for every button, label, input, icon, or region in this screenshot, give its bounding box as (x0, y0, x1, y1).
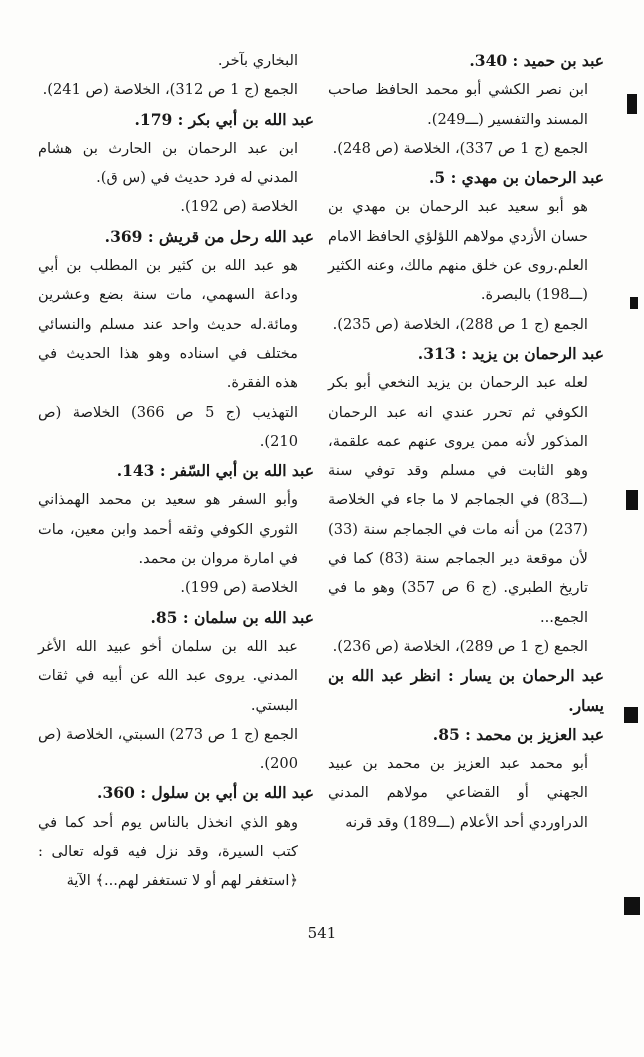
entry-body: ابن عبد الرحمان بن الحارث بن هشام المدني له فرد حديث في (س ق). (38, 139, 298, 187)
entry-reference: التهذيب (ج 5 ص 366) الخلاصة (ص 210). (38, 403, 298, 450)
entry-body: وهو الذي انخذل بالناس يوم أحد كما في كتب السيرة، وقد نزل فيه قوله تعالى : ﴿استغفر لهم أو لا تستغفر لهم...﴾ الآية (38, 813, 298, 890)
entry-heading: عبد الله بن سلمان : 85. (150, 607, 314, 627)
scan-edge-mark (624, 707, 638, 723)
entry-heading: عبد العزيز بن محمد : 85. (432, 724, 604, 744)
entry-reference: الجمع (ج 1 ص 312)، الخلاصة (ص 241). (42, 81, 298, 99)
right-column (328, 46, 604, 837)
entry-heading: عبد بن حميد : 340. (469, 51, 604, 70)
entry-reference: الجمع (ج 1 ص 337)، الخلاصة (ص 248). (332, 139, 588, 157)
entry-reference: الجمع (ج 1 ص 288)، الخلاصة (ص 235). (332, 315, 588, 333)
entry-heading: عبد الرحمان بن يزيد : 313. (417, 343, 604, 363)
entry-heading: عبد الرحمان بن مهدي : 5. (428, 168, 604, 188)
entry-heading: عبد الله بن أبي السّفر : 143. (116, 461, 314, 481)
entry-heading: عبد الله بن أبي بكر : 179. (134, 109, 314, 129)
entry-body: ابن نصر الكشي أبو محمد الحافظ صاحب المسند والتفسير (ـــ249). (328, 81, 588, 128)
entry-heading: عبد الله بن أبي بن سلول : 360. (97, 783, 314, 803)
entry-reference: الخلاصة (ص 192). (180, 198, 298, 216)
entry-heading: عبد الرحمان بن يسار : انظر عبد الله بن يسار. (328, 666, 604, 715)
entry-body: أبو محمد عبد العزيز بن محمد بن عبيد الجهني أو القضاعي مولاهم المدني الدراوردي أحد الأعلام (ـــ189) وقد قرنه (328, 755, 588, 831)
entry-body: هو عبد الله بن كثير بن المطلب بن أبي وداعة السهمي، مات سنة بضع وعشرين ومائة.له حديث واحد عند مسلم والنسائي مختلف في اسناده وهو هذا الحديث في هذه الفقرة. (38, 257, 298, 392)
entry-body: لعله عبد الرحمان بن يزيد النخعي أبو بكر الكوفي ثم تحرر عندي انه عبد الرحمان المذكور لأنه ممن يروى عنهم عمه علقمة، وهو الثابت في مسلم وقد توفي سنة (ـــ83) في الجماجم لا ما جاء في الخلاصة (237) من أنه مات في الجماجم سنة (33) لأن موقعة دير الجماجم سنة (83) كما في تاريخ الطبري. (ج 6 ص 357) وهو ما في الجمع... (328, 374, 589, 626)
entry-body: هو أبو سعيد عبد الرحمان بن مهدي بن حسان الأزدي مولاهم اللؤلؤي الحافظ الامام العلم.روى عن خلق منهم مالك، وعنه الكثير (ـــ198) بالبصرة. (328, 198, 588, 304)
entry-reference: الجمع (ج 1 ص 289)، الخلاصة (ص 236). (332, 637, 588, 655)
scan-edge-mark (630, 297, 638, 309)
page-number: 541 (307, 924, 337, 942)
entry-reference: الخلاصة (ص 199). (180, 579, 298, 597)
entry-heading: عبد الله رحل من قريش : 369. (104, 226, 314, 246)
entry-continuation: البخاري بآخر. (217, 52, 298, 69)
entry-reference: الجمع (ج 1 ص 273) السبتي، الخلاصة (ص 200). (38, 725, 299, 773)
entry-body: وأبو السفر هو سعيد بن محمد الهمذاني الثوري الكوفي وثقه أحمد وابن معين، مات في امارة مروان بن محمد. (38, 491, 298, 568)
entry-body: عبد الله بن سلمان أخو عبيد الله الأغر المدني. يروى عبد الله عن أبيه في ثقات البستي. (38, 637, 298, 714)
scan-edge-mark (627, 94, 637, 114)
scan-edge-mark (626, 490, 638, 510)
scan-edge-mark (624, 897, 640, 915)
left-column (38, 46, 314, 896)
